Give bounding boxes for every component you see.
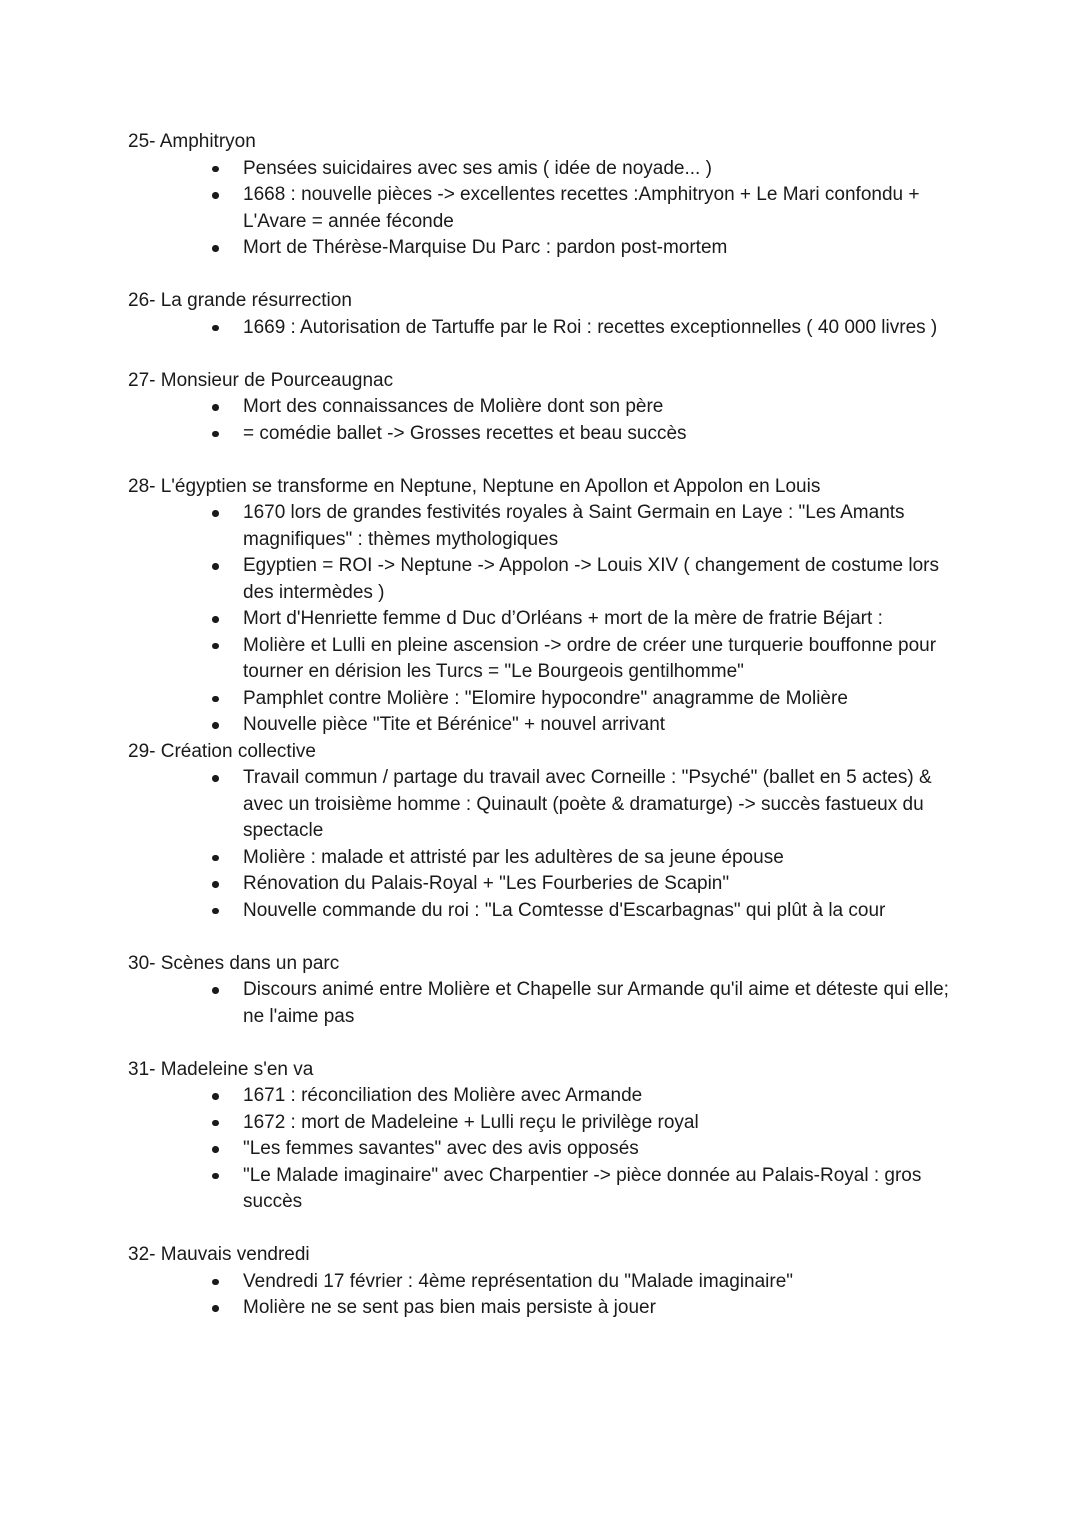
section-25 (128, 129, 968, 262)
bullet-item: Nouvelle commande du roi : "La Comtesse d'Escarbagnas" qui plût à la cour (243, 898, 968, 925)
bullet-item: Molière ne se sent pas bien mais persiste à jouer (243, 1295, 968, 1322)
bullet-item: Pamphlet contre Molière : "Elomire hypocondre" anagramme de Molière (243, 686, 968, 713)
bullet-item: 1670 lors de grandes festivités royales à Saint Germain en Laye : "Les Amants magnifiques" : thèmes mythologiques (243, 500, 968, 553)
section-28 (128, 474, 968, 739)
bullet-item: Egyptien = ROI -> Neptune -> Appolon -> Louis XIV ( changement de costume lors des intermèdes ) (243, 553, 968, 606)
section-heading: 25- Amphitryon (128, 131, 256, 152)
bullet-item: Discours animé entre Molière et Chapelle sur Armande qu'il aime et déteste qui elle; ne l'aime pas (243, 977, 968, 1030)
bullet-item: Rénovation du Palais-Royal + "Les Fourberies de Scapin" (243, 871, 968, 898)
bullet-list (128, 500, 968, 739)
bullet-item: Travail commun / partage du travail avec Corneille : "Psyché" (ballet en 5 actes) & avec un troisième homme : Quinault (poète & dramaturge) -> succès fastueux du spectacle (243, 765, 968, 845)
section-31 (128, 1057, 968, 1216)
bullet-item: Vendredi 17 février : 4ème représentation du "Malade imaginaire" (243, 1269, 968, 1296)
bullet-list (128, 156, 968, 262)
bullet-item: Molière et Lulli en pleine ascension -> ordre de créer une turquerie bouffonne pour tourner en dérision les Turcs = "Le Bourgeois gentilhomme" (243, 633, 968, 686)
bullet-item: Pensées suicidaires avec ses amis ( idée de noyade... ) (243, 156, 968, 183)
section-heading: 31- Madeleine s'en va (128, 1058, 314, 1080)
bullet-list (128, 1083, 968, 1216)
bullet-item: 1671 : réconciliation des Molière avec Armande (243, 1083, 968, 1110)
bullet-list (128, 394, 968, 447)
section-30 (128, 951, 968, 1031)
bullet-item: 1668 : nouvelle pièces -> excellentes recettes :Amphitryon + Le Mari confondu + L'Avare = année féconde (243, 182, 968, 235)
bullet-item: "Les femmes savantes" avec des avis opposés (243, 1136, 968, 1163)
bullet-item: Mort d'Henriette femme d Duc d’Orléans + mort de la mère de fratrie Béjart : (243, 606, 968, 633)
section-26 (128, 288, 968, 341)
section-heading: 26- La grande résurrection (128, 290, 352, 311)
bullet-item: Mort des connaissances de Molière dont son père (243, 394, 968, 421)
bullet-item: 1669 : Autorisation de Tartuffe par le Roi : recettes exceptionnelles ( 40 000 livres ) (243, 315, 968, 342)
bullet-list (128, 315, 968, 342)
section-heading: 30- Scènes dans un parc (128, 952, 340, 974)
section-heading: 32- Mauvais vendredi (128, 1244, 310, 1265)
section-heading: 27- Monsieur de Pourceaugnac (128, 369, 394, 391)
section-29 (128, 739, 968, 925)
bullet-item: Nouvelle pièce "Tite et Bérénice" + nouvel arrivant (243, 712, 968, 739)
section-32 (128, 1242, 968, 1322)
bullet-list (128, 977, 968, 1030)
bullet-item: Molière : malade et attristé par les adultères de sa jeune épouse (243, 845, 968, 872)
section-heading: 29- Création collective (128, 740, 316, 762)
bullet-item: "Le Malade imaginaire" avec Charpentier -> pièce donnée au Palais-Royal : gros succès (243, 1163, 968, 1216)
bullet-item: = comédie ballet -> Grosses recettes et beau succès (243, 421, 968, 448)
section-27 (128, 368, 968, 448)
bullet-list (128, 1269, 968, 1322)
bullet-item: Mort de Thérèse-Marquise Du Parc : pardon post-mortem (243, 235, 968, 262)
document-body (128, 129, 968, 1322)
section-heading: 28- L'égyptien se transforme en Neptune, Neptune en Apollon et Appolon en Louis (128, 475, 821, 497)
bullet-list (128, 765, 968, 924)
bullet-item: 1672 : mort de Madeleine + Lulli reçu le privilège royal (243, 1110, 968, 1137)
